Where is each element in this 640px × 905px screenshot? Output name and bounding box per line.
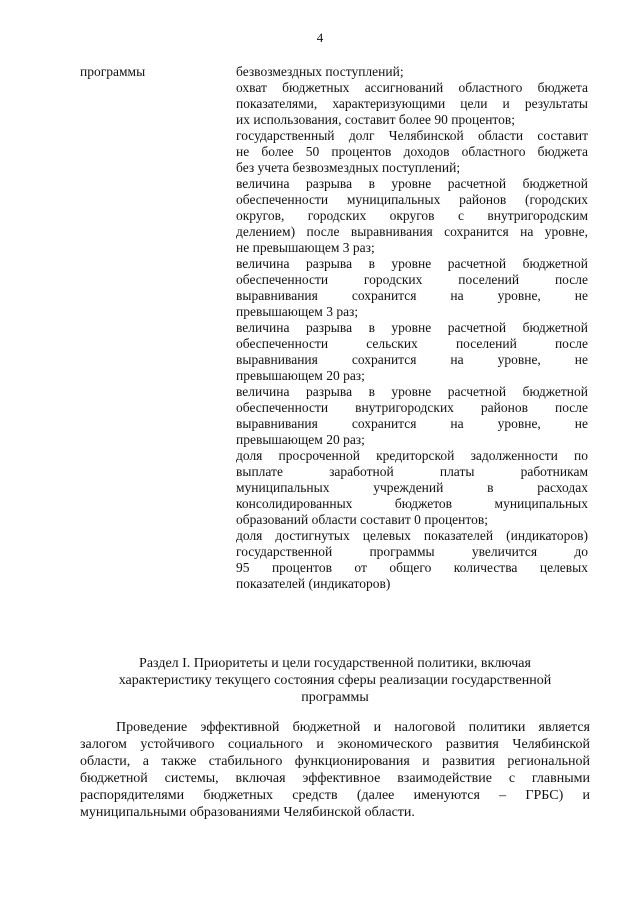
text-line: безвозмездных поступлений; <box>236 64 404 79</box>
heading-line: программы <box>301 690 369 705</box>
section-heading <box>80 655 590 706</box>
text-line: величина разрыва в уровне расчетной бюджетной <box>236 256 588 271</box>
text-line: величина разрыва в уровне расчетной бюджетной <box>236 384 588 399</box>
text-line: без учета безвозмездных поступлений; <box>236 160 461 175</box>
text-line: превышающем 20 раз; <box>236 368 365 383</box>
text-line: государственной программы увеличится до <box>236 544 588 559</box>
text-line: показателями, характеризующими цели и результаты <box>236 96 588 111</box>
text-line: образований области составит 0 процентов; <box>236 512 488 527</box>
text-line: величина разрыва в уровне расчетной бюджетной <box>236 320 588 335</box>
text-line: обеспеченности муниципальных районов (городских <box>236 192 588 207</box>
text-line: превышающем 20 раз; <box>236 432 365 447</box>
text-line: обеспеченности сельских поселений после <box>236 336 588 351</box>
text-line: выравнивания сохранится на уровне, не <box>236 416 588 431</box>
text-line: показателей (индикаторов) <box>236 576 391 591</box>
text-line: их использования, составит более 90 процентов; <box>236 112 516 127</box>
text-line: охват бюджетных ассигнований областного бюджета <box>236 80 588 95</box>
text-line: не превышающем 3 раз; <box>236 240 375 255</box>
text-line: муниципальных учреждений в расходах <box>236 480 588 495</box>
text-line: залогом устойчивого социального и экономического развития Челябинской <box>80 737 590 752</box>
text-line: превышающем 3 раз; <box>236 304 359 319</box>
text-line: обеспеченности внутригородских районов после <box>236 400 588 415</box>
text-line: государственный долг Челябинской области составит <box>236 128 588 143</box>
text-line: доля достигнутых целевых показателей (индикаторов) <box>236 528 588 543</box>
passport-row-value <box>236 64 588 592</box>
text-line: обеспеченности городских поселений после <box>236 272 588 287</box>
body-paragraph <box>80 719 590 821</box>
passport-row-label: программы <box>80 64 146 79</box>
page-number: 4 <box>316 30 324 45</box>
text-line: муниципальными образованиями Челябинской области. <box>80 805 415 820</box>
heading-line: Раздел I. Приоритеты и цели государственной политики, включая <box>139 656 531 671</box>
text-line: консолидированных бюджетов муниципальных <box>236 496 588 511</box>
text-line: выравнивания сохранится на уровне, не <box>236 352 588 367</box>
text-line: распорядителями бюджетных средств (далее именуются – ГРБС) и <box>80 788 590 803</box>
text-line: округов, городских округов с внутригородским <box>236 208 588 223</box>
text-line: Проведение эффективной бюджетной и налоговой политики является <box>116 720 590 735</box>
text-line: делением) после выравнивания сохранится на уровне, <box>236 224 588 239</box>
text-line: выравнивания сохранится на уровне, не <box>236 288 588 303</box>
text-line: бюджетной системы, включая эффективное взаимодействие с главными <box>80 771 590 786</box>
heading-line: характеристику текущего состояния сферы реализации государственной <box>118 673 552 688</box>
text-line: 95 процентов от общего количества целевых <box>236 560 588 575</box>
text-line: доля просроченной кредиторской задолженности по <box>236 448 588 463</box>
text-line: выплате заработной платы работникам <box>236 464 588 479</box>
text-line: области, а также стабильного функционирования и развития региональной <box>80 754 590 769</box>
text-line: величина разрыва в уровне расчетной бюджетной <box>236 176 588 191</box>
text-line: не более 50 процентов доходов областного бюджета <box>236 144 588 159</box>
